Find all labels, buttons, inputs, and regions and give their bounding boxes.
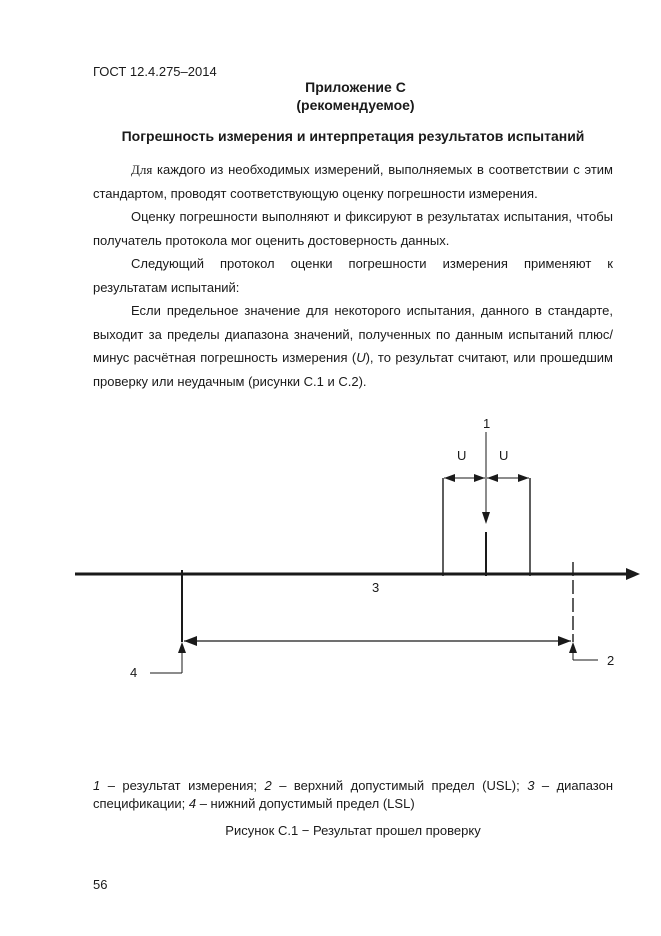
paragraph-3: Следующий протокол оценки погрешности измерения применяют к результатам испытаний: bbox=[93, 256, 613, 295]
standard-designation: ГОСТ 12.4.275–2014 bbox=[93, 64, 217, 79]
section-title: Погрешность измерения и интерпретация результатов испытаний bbox=[121, 128, 585, 144]
legend-text-3: – диапазон спецификации; bbox=[93, 778, 614, 811]
paragraph-1-first-word: Для bbox=[131, 162, 153, 177]
label-3: 3 bbox=[372, 580, 380, 595]
usl-pointer-arrowhead bbox=[569, 642, 577, 653]
label-u-left: U bbox=[457, 448, 467, 463]
label-4: 4 bbox=[130, 665, 138, 680]
u-left-arrowhead-left bbox=[444, 474, 455, 482]
paragraph-2: Оценку погрешности выполняют и фиксируют в результатах испытания, чтобы получатель протокола мог оценить достоверность данных. bbox=[93, 209, 613, 248]
paragraph-4-text-b: ), то результат считают, или прошедшим проверку или неудачным (рисунки С.1 и С.2). bbox=[93, 350, 613, 389]
legend-num-2: 2 bbox=[264, 778, 272, 793]
figure-caption: Рисунок С.1 − Результат прошел проверку bbox=[225, 823, 481, 838]
label-1: 1 bbox=[483, 416, 491, 431]
appendix-note: (рекомендуемое) bbox=[296, 97, 415, 113]
legend-num-4: 4 bbox=[188, 796, 197, 811]
legend-text-4: – нижний допустимый предел (LSL) bbox=[196, 796, 415, 811]
paragraph-4-u-symbol: U bbox=[356, 350, 366, 365]
spec-range-arrowhead-left bbox=[184, 636, 197, 646]
legend-text-1: – результат измерения; bbox=[100, 778, 265, 793]
paragraph-4-text-a: Если предельное значение для некоторого испытания, данного в стандарте, выходит за пределы диапазона значений, полученных по данным испытаний плюс/минус расчётная погрешность измерения ( bbox=[93, 303, 613, 365]
label-2: 2 bbox=[607, 653, 615, 668]
measurement-arrowhead bbox=[482, 512, 490, 524]
page-number: 56 bbox=[93, 877, 108, 892]
legend-num-3: 3 bbox=[527, 778, 535, 793]
u-right-arrowhead-left bbox=[487, 474, 498, 482]
u-left-arrowhead-right bbox=[474, 474, 485, 482]
main-axis-arrowhead bbox=[626, 568, 640, 580]
legend-num-1: 1 bbox=[93, 778, 101, 793]
legend-text-2: – верхний допустимый предел (USL); bbox=[271, 778, 528, 793]
paragraph-1-text: каждого из необходимых измерений, выполняемых в соответствии с этим стандартом, проводят соответствующую оценку погрешности измерения. bbox=[93, 162, 613, 201]
appendix-title: Приложение С bbox=[305, 79, 406, 95]
spec-range-arrowhead-right bbox=[558, 636, 571, 646]
u-right-arrowhead-right bbox=[518, 474, 529, 482]
label-u-right: U bbox=[499, 448, 509, 463]
figure-legend bbox=[93, 777, 613, 813]
lsl-pointer-arrowhead bbox=[178, 642, 186, 653]
